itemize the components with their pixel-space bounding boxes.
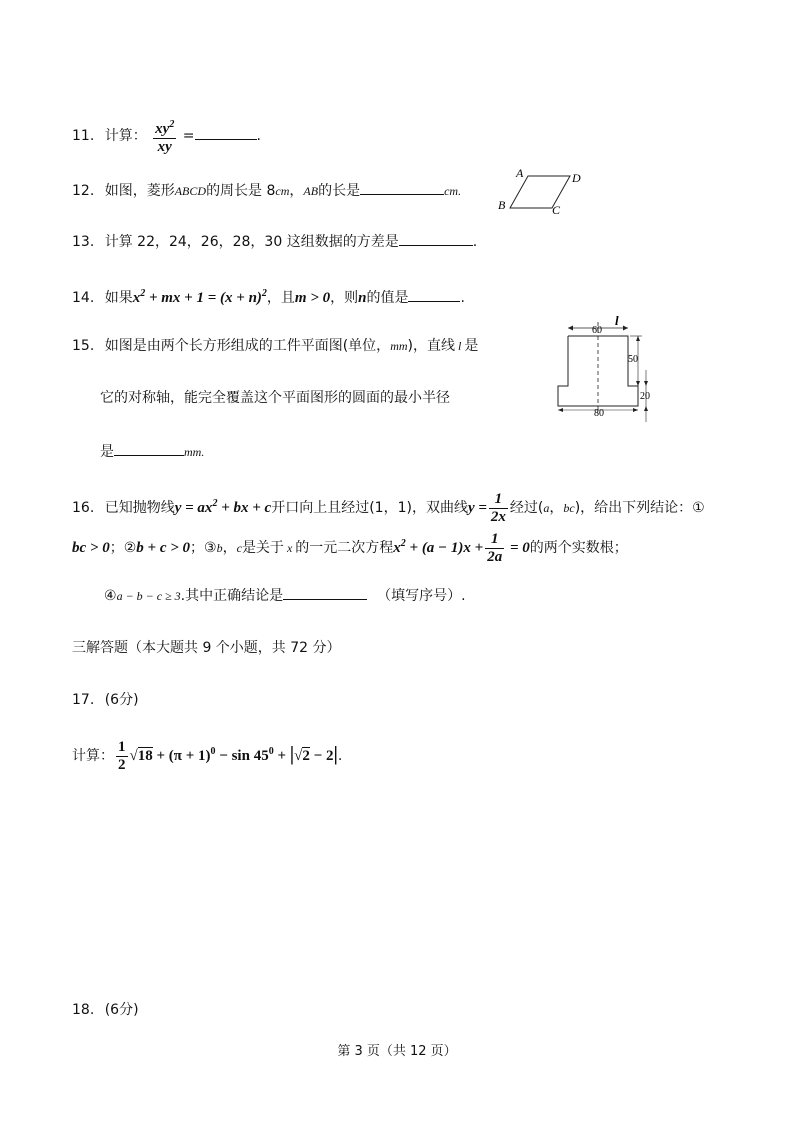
q14-cond: m > 0 [294, 290, 331, 306]
q16-eq-c: = 0 [506, 540, 530, 556]
q12-text-c: ， [289, 183, 304, 199]
q15-line1c: 是 [464, 338, 479, 354]
q17-end: . [337, 748, 343, 764]
question-15-line1 [72, 336, 478, 356]
q16-equation [393, 531, 530, 566]
q14-expr1: x [132, 290, 141, 306]
q16-c4end: （填写序号）. [377, 588, 466, 604]
q16-c2: b + c > 0 [136, 540, 191, 556]
q11-frac-num: xy [155, 121, 170, 137]
question-12 [72, 180, 461, 201]
q14-text-c: ，则 [330, 290, 359, 306]
q15-number: 15. [72, 338, 95, 354]
q12-number: 12. [72, 183, 95, 199]
q14-expr2-sup: 2 [261, 288, 267, 299]
q14-n: n [358, 290, 367, 306]
q11-frac-den: xy [157, 139, 172, 155]
q16-hyp-frac [489, 491, 508, 526]
q17-half [116, 739, 128, 774]
q12-cm1: cm [275, 184, 290, 198]
q15-line1b: )，直线 [407, 338, 455, 354]
question-17 [72, 734, 343, 773]
q16-parab: y = ax [174, 500, 213, 516]
q14-text-a: 如果 [104, 290, 133, 306]
q17-abs-right: | [333, 743, 338, 765]
question-16-line1 [72, 486, 705, 525]
q13-number: 13. [72, 234, 95, 250]
q11-label: 计算： [104, 128, 147, 144]
q17-p3: + [273, 748, 290, 764]
section-3-title: 三解答题（本大题共 9 个小题，共 72 分） [72, 640, 341, 656]
q14-end: . [460, 290, 465, 306]
q13-answer-blank[interactable] [399, 231, 473, 246]
q14-text-b: ，且 [266, 290, 295, 306]
rhombus-label-a: A [516, 166, 524, 180]
question-17-header [72, 690, 139, 710]
q16-c1: bc > 0 [72, 540, 110, 556]
question-13 [72, 231, 477, 252]
q11-answer-blank[interactable] [195, 125, 257, 140]
q12-text-d: 的长是 [318, 183, 361, 199]
q17-p1-sup: 0 [210, 746, 216, 757]
q12-text-b: 的周长是 8 [206, 183, 276, 199]
q16-c4text: .其中正确结论是 [180, 588, 284, 604]
q17-sqrt-sign-2: √ [294, 748, 303, 764]
q11-number: 11. [72, 128, 95, 144]
q16-eq-b: + (a − 1)x + [405, 540, 484, 556]
q15-answer-blank[interactable] [114, 441, 184, 456]
q16-hyp-num: 1 [489, 491, 508, 509]
workpiece-height-20: 20 [640, 391, 650, 402]
q14-number: 14. [72, 290, 95, 306]
q16-answer-blank[interactable] [283, 585, 367, 600]
q16-hyp-den: 2x [490, 508, 506, 525]
q16-sep1: ；② [109, 540, 137, 556]
q16-parabola [175, 500, 271, 516]
q17-sqrt2: 2 [302, 748, 310, 764]
q16-hyp-y: y = [467, 500, 487, 516]
q14-expr [133, 290, 267, 306]
question-16-line2 [72, 526, 628, 566]
rhombus-figure [494, 164, 584, 216]
q11-end: . [256, 128, 261, 144]
rhombus-label-b: B [498, 198, 506, 212]
q16-eq-frac [485, 531, 504, 566]
q13-text: 计算 22，24，26，28，30 这组数据的方差是 [104, 234, 399, 250]
q14-text-d: 的值是 [366, 290, 409, 306]
q12-abcd: ABCD [174, 184, 207, 198]
q18-score: (6分) [104, 1002, 139, 1018]
q16-eq-a: x [393, 540, 401, 556]
q11-fraction [153, 116, 176, 156]
workpiece-height-50: 50 [628, 354, 638, 365]
q16-eq-num: 1 [485, 531, 504, 549]
question-18-header [72, 1000, 139, 1020]
workpiece-figure [552, 312, 660, 426]
q16-c3comma: ， [222, 540, 237, 556]
q16-text-c: 经过( [509, 500, 544, 516]
workpiece-width-80: 80 [594, 408, 604, 419]
question-14 [72, 284, 465, 308]
q17-abs-left: | [289, 743, 295, 765]
q15-l: l [458, 339, 462, 353]
q16-eq-den: 2a [487, 549, 503, 566]
q16-sep2: ；③ [190, 540, 217, 556]
q16-c4expr: a − b − c ≥ 3 [116, 589, 181, 603]
q14-expr1-sup: 2 [140, 288, 146, 299]
q16-c3c: c [236, 541, 242, 555]
q16-c4: ④ [104, 588, 117, 604]
q16-c3text: 是关于 [241, 540, 284, 556]
q13-end: . [472, 234, 478, 250]
q12-cm2: cm. [444, 184, 462, 198]
q12-text-a: 如图，菱形 [104, 183, 175, 199]
workpiece-width-60: 60 [592, 325, 602, 336]
q16-text-b: 开口向上且经过(1，1)，双曲线 [271, 500, 468, 516]
q15-line3: 是 [100, 444, 114, 460]
q17-p2: − sin 45 [215, 748, 269, 764]
q11-frac-num-sup: 2 [169, 119, 175, 130]
page-footer: 第 3 页（共 12 页） [337, 1044, 457, 1059]
q17-p1: + (π + 1) [152, 748, 211, 764]
q15-line1: 如图是由两个长方形组成的工件平面图(单位， [104, 338, 391, 354]
q16-comma: ， [549, 500, 564, 516]
q18-number: 18. [72, 1002, 95, 1018]
question-15-line3 [100, 441, 204, 462]
q16-parab-sup: 2 [212, 498, 218, 509]
rhombus-label-c: C [552, 203, 561, 216]
q14-expr2: + mx + 1 = (x + n) [145, 290, 262, 306]
rhombus-label-d: D [572, 171, 581, 185]
q16-pa: a [543, 501, 550, 515]
q15-unit: mm. [184, 445, 205, 459]
workpiece-axis-label: l [615, 313, 619, 328]
q16-text-d: )，给出下列结论：① [574, 500, 705, 516]
q15-line2: 它的对称轴，能完全覆盖这个平面图形的圆面的最小半径 [100, 390, 450, 406]
q17-p2-sup: 0 [268, 746, 274, 757]
q12-answer-blank[interactable] [360, 180, 444, 195]
question-16-line3 [104, 585, 466, 606]
q16-c3end: 的两个实数根； [529, 540, 628, 556]
q17-number: 17. [72, 692, 95, 708]
q17-p4: − 2 [309, 748, 334, 764]
q16-text-a: 已知抛物线 [104, 500, 175, 516]
q14-answer-blank[interactable] [408, 287, 460, 302]
question-11 [72, 116, 261, 155]
q17-sqrt-sign: √ [129, 748, 138, 764]
q15-mm: mm [390, 339, 408, 353]
q17-f-num: 1 [118, 738, 126, 755]
q17-f-den: 2 [118, 756, 126, 773]
q12-ab: AB [303, 184, 319, 198]
q17-expression [129, 743, 338, 765]
q16-c3b: b [216, 541, 223, 555]
q16-parab-b: + bx + c [217, 500, 272, 516]
q16-c3text2: 的一元二次方程 [295, 540, 394, 556]
q11-eq: = [182, 128, 195, 144]
q17-score: (6分) [104, 692, 139, 708]
q16-number: 16. [72, 500, 95, 516]
rhombus-shape [510, 176, 570, 208]
q16-c3x: x [286, 541, 293, 555]
q17-sqrt18: 18 [137, 748, 153, 764]
q17-label: 计算： [72, 748, 114, 764]
q16-pbc: bc [563, 501, 575, 515]
q16-eq-sup: 2 [400, 538, 406, 549]
